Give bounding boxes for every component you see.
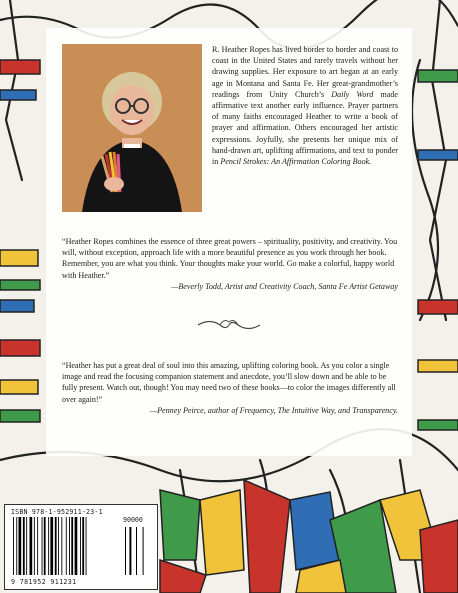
author-photo [62,44,202,212]
testimonial-2 [62,360,398,416]
barcode-bar [61,517,62,575]
testimonial-1 [62,236,398,292]
barcode-bar [86,517,87,575]
isbn-label: ISBN 978-1-952911-23-1 [11,508,103,516]
barcode-bar [19,517,22,575]
barcode-bar [13,517,14,575]
barcode-number: 9 781952 911231 [11,578,77,586]
barcode-bar [125,527,126,575]
barcode-bar [42,517,43,575]
barcode-bars [11,517,151,579]
testimonial-1-attribution: —Beverly Todd, Artist and Creativity Coach, Santa Fe Artist Getaway [171,281,398,291]
barcode-bar [30,517,33,575]
barcode-bar [37,517,38,575]
barcode-bar [48,517,49,575]
barcode-bar [82,517,84,575]
testimonial-2-text: “Heather has put a great deal of soul into this amazing, uplifting coloring book. As you color a single image and read the focusing companion statement and anecdote, you’ll slow down and be able to be fully present. Watch out, though! You may need two of these books—to color the images differently all over again!” [62,361,396,404]
barcode-block [4,504,158,590]
testimonial-2-attribution: —Penney Peirce, author of Frequency, The Intuitive Way, and Transparency. [149,405,398,415]
barcode-bar [58,517,59,575]
barcode-bar [80,517,81,575]
barcode-bar [16,517,17,575]
barcode-bar [34,517,35,575]
bio-italic-2: Pencil Strokes: An Affirmation Coloring Book. [220,157,372,167]
testimonial-1-text: “Heather Ropes combines the essence of three great powers – spirituality, positivity, and creativity. You will, without exception, approach life with a more beautiful presence as you work through her book. Remember, you are what you think. Your thoughts make your world. Go make a colorful, happy world with Heather.” [62,237,398,280]
barcode-bar [129,527,131,575]
barcode-bar [55,517,57,575]
flourish-icon [196,316,262,334]
bio-text-1: R. Heather Ropes has lived border to border and coast to coast in the United States and rarely travels without her drawing supplies. Her exposure to art began at an early age in Montana and Santa Fe. Her great-grandmother’s readings from Unity Church’s [212,45,398,99]
barcode-bar [66,517,67,575]
barcode-bar [75,517,78,575]
barcode-bar [23,517,25,575]
barcode-bar [26,517,27,575]
author-bio [212,44,398,167]
barcode-bar [71,517,73,575]
bio-text-2: made affirmative text another early influence. Prayer partners of many faiths encouraged Heather to write a book of prayer and affirmation. Others encouraged her artistic expressions. Joyfully, she presents her unique mix of hand-drawn art, uplifting affirmations, and text to ponder in [212,89,398,167]
price-code: 90000 [123,516,143,524]
barcode-bar [136,527,137,575]
barcode-bar [143,527,144,575]
barcode-bar [69,517,70,575]
bio-italic-1: Daily Word [331,89,374,99]
barcode-bar [44,517,46,575]
barcode-bar [50,517,53,575]
